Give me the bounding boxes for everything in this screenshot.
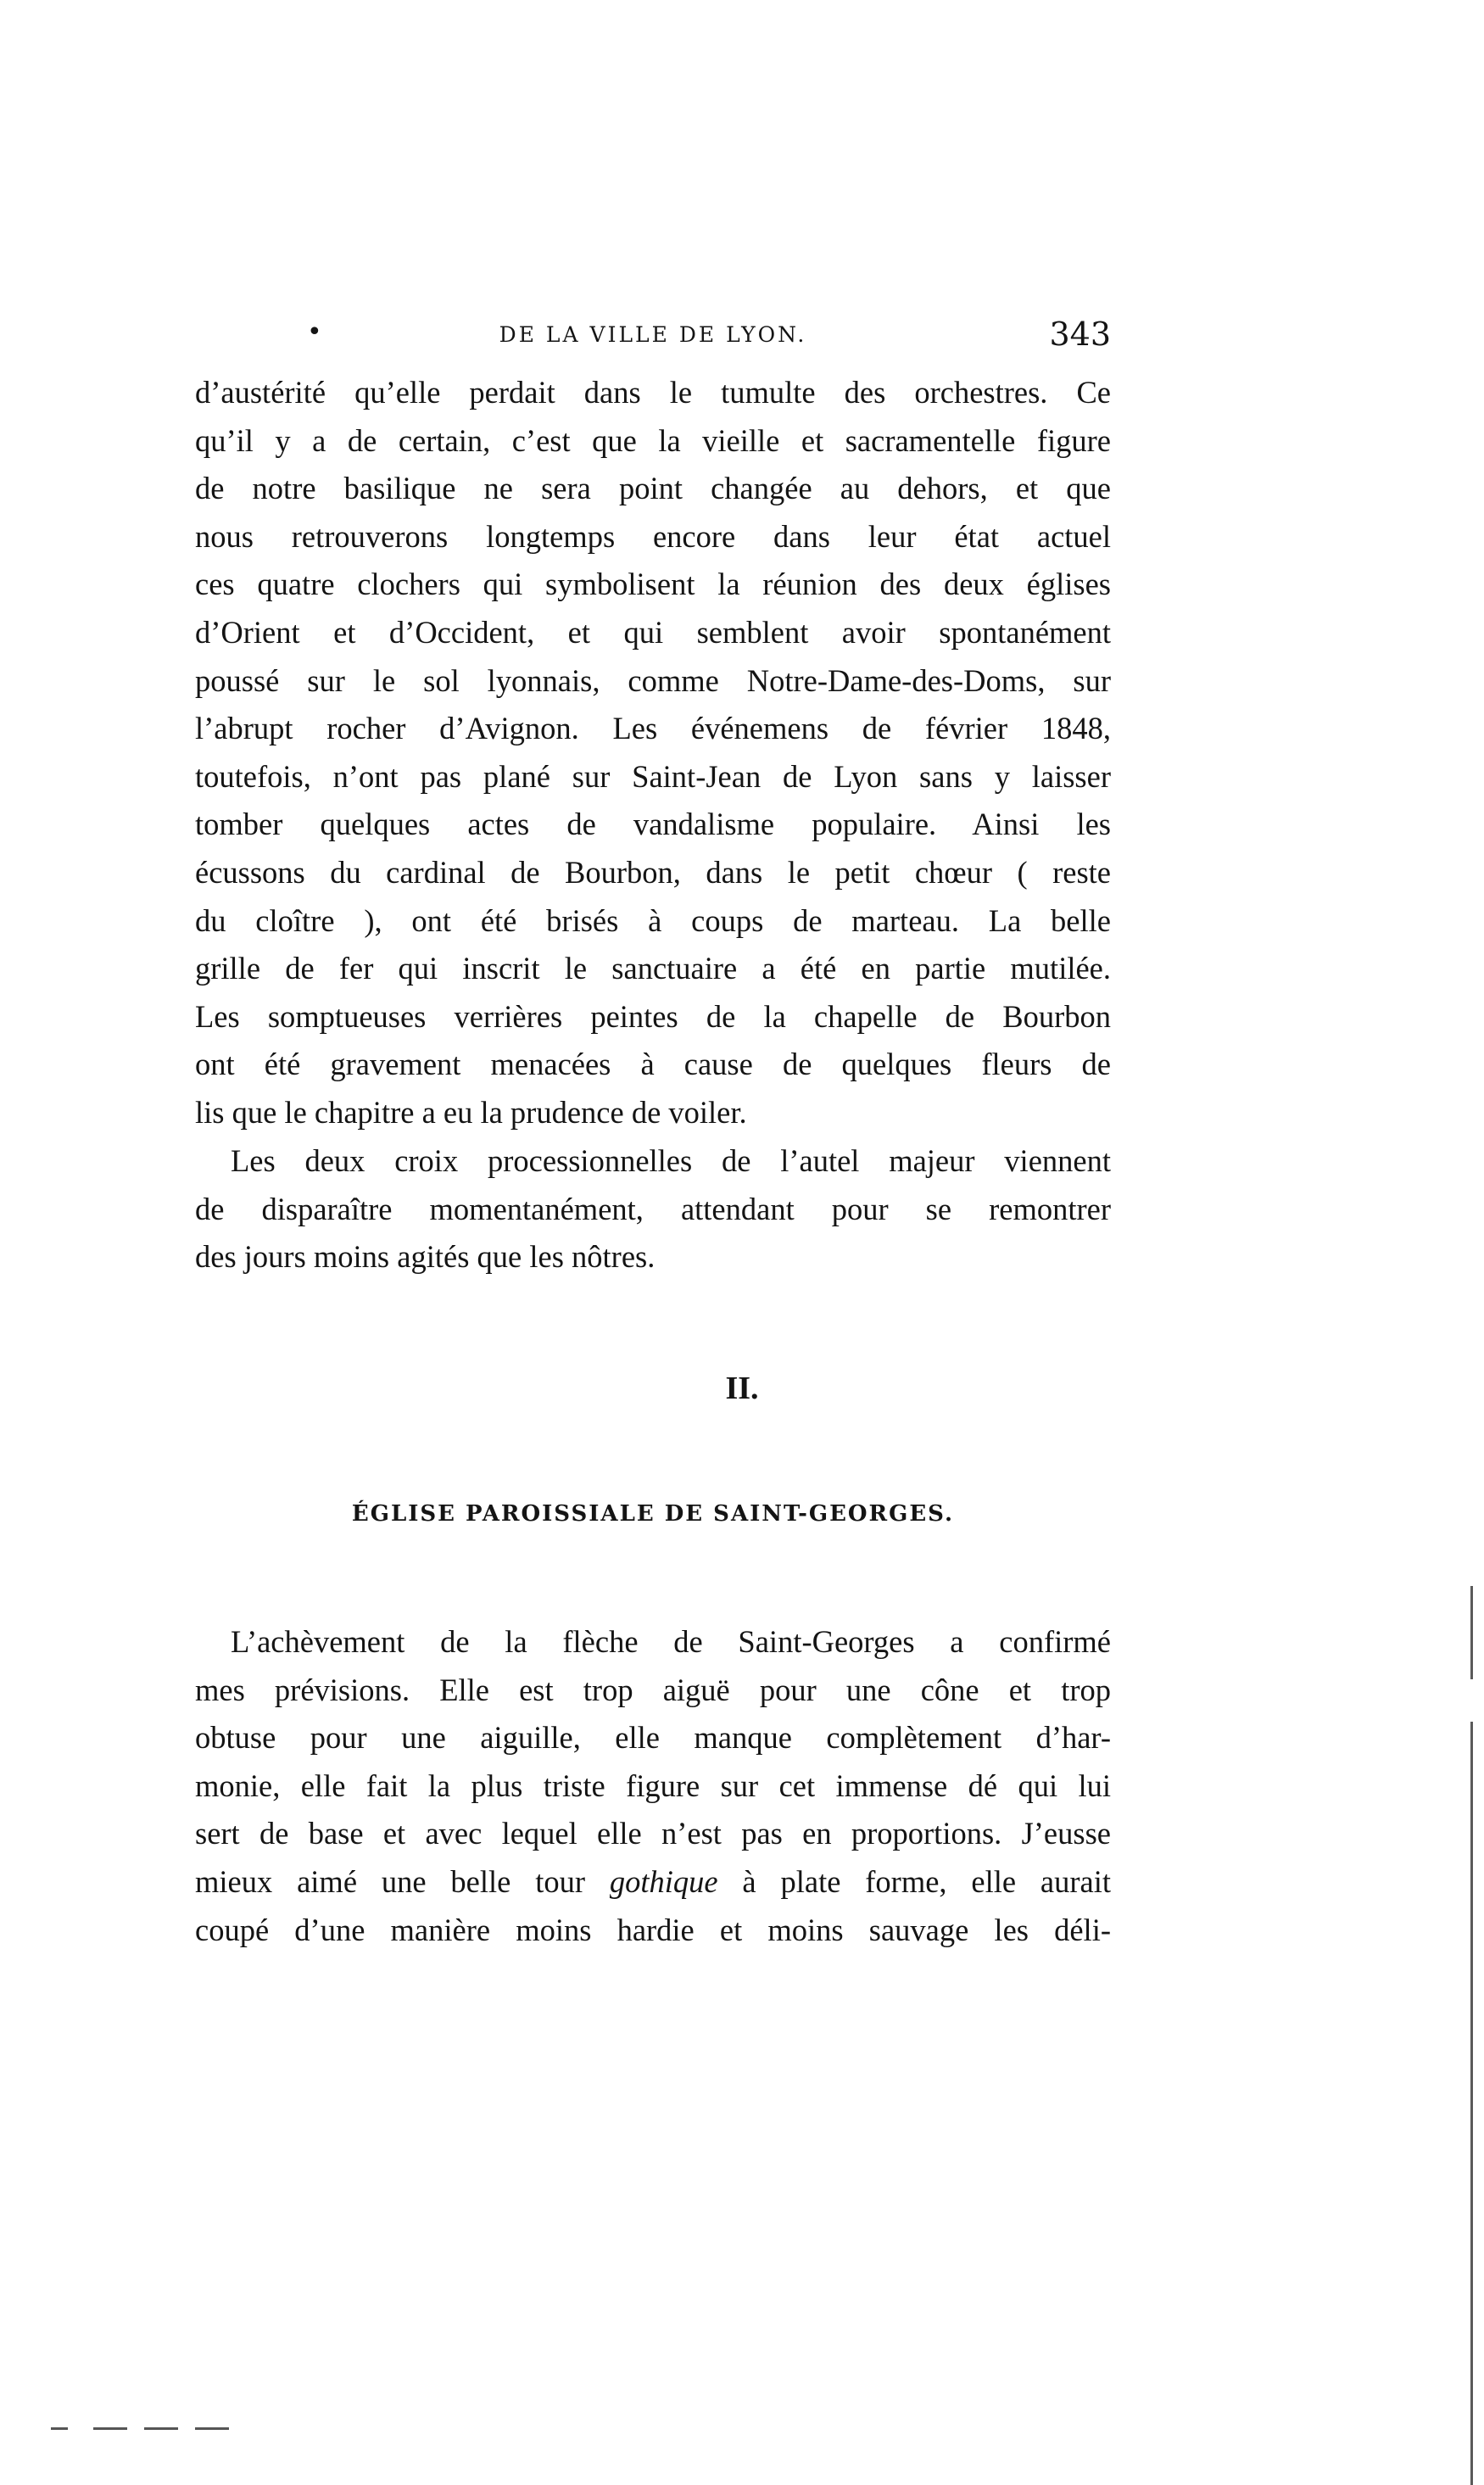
text-line: des jours moins agités que les nôtres. bbox=[195, 1239, 656, 1275]
text-line: nous retrouverons longtemps encore dans leur état actuel bbox=[195, 518, 1111, 554]
section-number: II. bbox=[725, 1371, 759, 1406]
text-line: du cloître ), ont été brisés à coups de marteau. La belle bbox=[195, 902, 1111, 938]
text-line: toutefois, n’ont pas plané sur Saint-Jean de Lyon sans y laisser bbox=[195, 758, 1111, 794]
text-line: écussons du cardinal de Bourbon, dans le petit chœur ( reste bbox=[195, 854, 1111, 890]
text-line: tomber quelques actes de vandalisme populaire. Ainsi les bbox=[195, 807, 1111, 842]
text-line: Les somptueuses verrières peintes de la chapelle de Bourbon bbox=[195, 998, 1111, 1034]
text-line: d’Orient et d’Occident, et qui semblent avoir spontanément bbox=[195, 614, 1111, 650]
text-line: L’achèvement de la flèche de Saint-Georges a confirmé bbox=[231, 1624, 1111, 1659]
text-line: de notre basilique ne sera point changée au dehors, et que bbox=[195, 471, 1111, 506]
text-line: l’abrupt rocher d’Avignon. Les événemens de février 1848, bbox=[195, 711, 1111, 746]
text-line: ont été gravement menacées à cause de quelques fleurs de bbox=[195, 1047, 1111, 1082]
text-line: Les deux croix processionnelles de l’autel majeur viennent bbox=[231, 1143, 1111, 1178]
text-line: lis que le chapitre a eu la prudence de voiler. bbox=[195, 1094, 747, 1130]
scan-edge-mark bbox=[1470, 1586, 1473, 1679]
running-head bbox=[195, 316, 1111, 358]
text-run: à plate forme, elle aurait bbox=[717, 1863, 1111, 1899]
text-line: mes prévisions. Elle est trop aiguë pour une cône et trop bbox=[195, 1672, 1111, 1707]
text-line: de disparaître momentanément, attendant pour se remontrer bbox=[195, 1191, 1111, 1226]
scan-speck bbox=[195, 2427, 229, 2430]
text-line bbox=[195, 1858, 1111, 1907]
text-line: grille de fer qui inscrit le sanctuaire a été en partie mutilée. bbox=[195, 951, 1111, 986]
text-line: d’austérité qu’elle perdait dans le tumulte des orchestres. Ce bbox=[195, 375, 1111, 410]
paragraph-1 bbox=[195, 369, 1111, 1137]
scan-speck bbox=[51, 2427, 68, 2430]
scan-edge-mark bbox=[1470, 1722, 1473, 2485]
text-line: coupé d’une manière moins hardie et moins sauvage les déli- bbox=[195, 1912, 1111, 1947]
text-run: mieux aimé une belle tour bbox=[195, 1863, 610, 1899]
text-line: qu’il y a de certain, c’est que la vieille et sacramentelle figure bbox=[195, 422, 1111, 458]
running-head-title: DE LA VILLE DE LYON. bbox=[499, 322, 807, 347]
text-line: ces quatre clochers qui symbolisent la réunion des deux églises bbox=[195, 567, 1111, 602]
page-number: 343 bbox=[1049, 316, 1111, 353]
paragraph-3 bbox=[195, 1618, 1111, 1954]
text-line: poussé sur le sol lyonnais, comme Notre-Dame-des-Doms, sur bbox=[195, 662, 1111, 698]
paragraph-2 bbox=[195, 1137, 1111, 1282]
italic-word: gothique bbox=[609, 1863, 718, 1899]
scan-speck bbox=[93, 2427, 127, 2430]
running-head-marker: • bbox=[307, 317, 322, 347]
text-line: sert de base et avec lequel elle n’est pas en proportions. J’eusse bbox=[195, 1816, 1111, 1851]
text-line: obtuse pour une aiguille, elle manque complètement d’har- bbox=[195, 1720, 1111, 1756]
section-title: ÉGLISE PAROISSIALE DE SAINT-GEORGES. bbox=[351, 1501, 955, 1527]
scan-speck bbox=[144, 2427, 178, 2430]
text-line: monie, elle fait la plus triste figure sur cet immense dé qui lui bbox=[195, 1767, 1111, 1803]
